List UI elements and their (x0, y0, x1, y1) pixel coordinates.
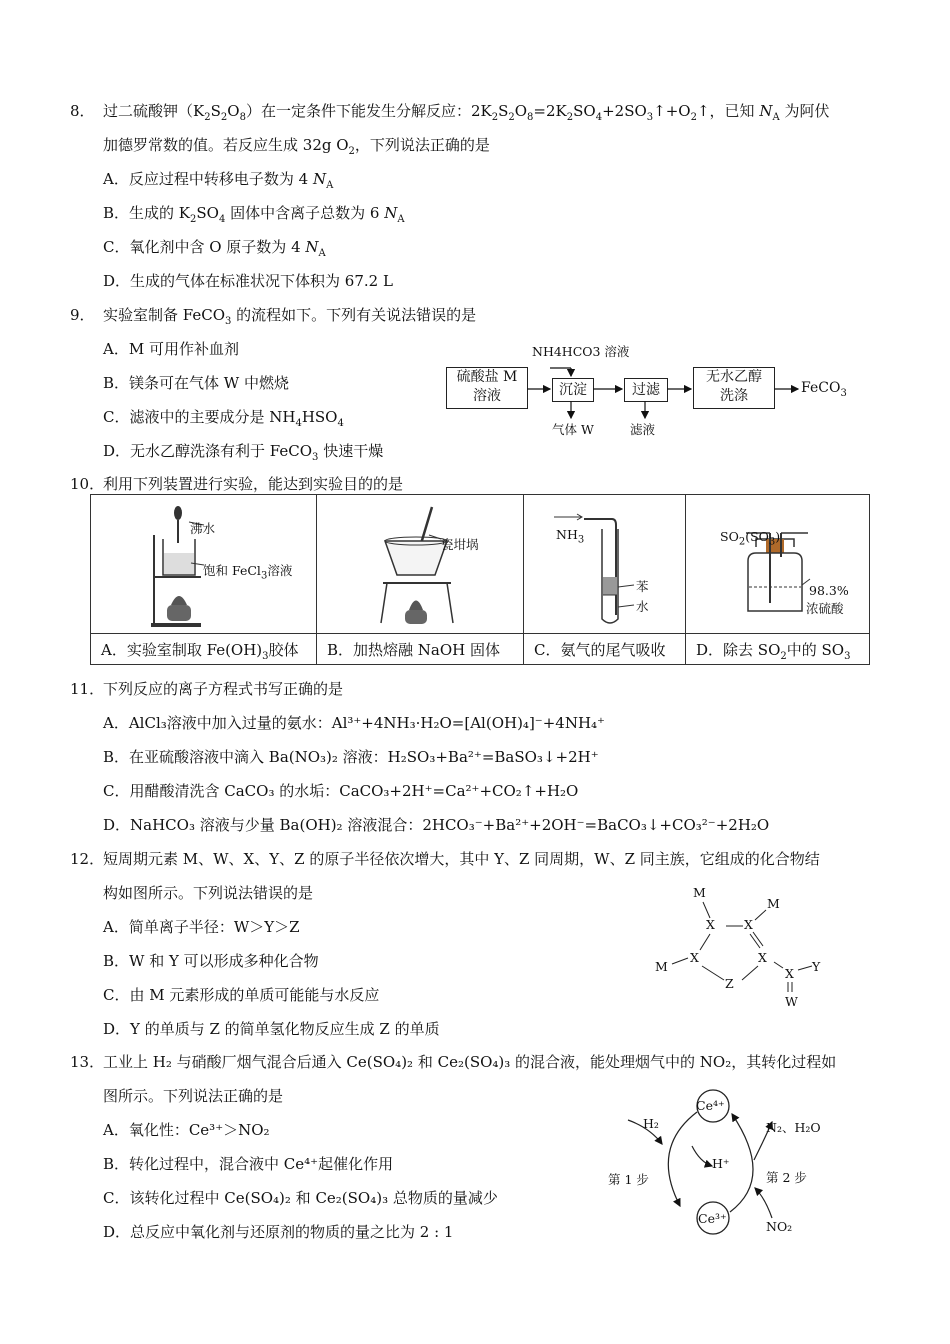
flow-reagent-label: NH4HCO3 溶液 (532, 344, 630, 359)
label-h2: H₂ (643, 1116, 659, 1131)
atom-z: Z (725, 976, 734, 991)
flow-arrows (440, 340, 860, 430)
option-b[interactable]: B．生成的 $K_2SO_4$ 固体中含离子总数为 6 $N_A$ (103, 204, 405, 225)
atom-m: M (693, 885, 706, 900)
question-number: 9． (70, 306, 95, 324)
label-nh3: $NH_3$ (556, 527, 585, 546)
option-a[interactable]: A．M 可用作补血剂 (103, 340, 239, 358)
atom-y: Y (812, 959, 821, 974)
apparatus-a (91, 495, 317, 634)
option-b[interactable]: B．转化过程中，混合液中 Ce⁴⁺起催化作用 (103, 1155, 394, 1173)
option-d[interactable]: D．NaHCO₃ 溶液与少量 Ba(OH)₂ 溶液混合：2HCO₃⁻+Ba²⁺+2OH⁻=BaCO₃↓+CO₃²⁻+2H₂O (103, 816, 770, 834)
label-so2-so3: $SO_2(SO_3)$ (720, 529, 781, 548)
apparatus-b (317, 495, 524, 634)
label-ce4: Ce⁴⁺ (696, 1098, 725, 1113)
option-a[interactable]: A．实验室制取 $Fe(OH)_3$胶体 (91, 634, 317, 665)
question-number: 12． (70, 850, 105, 868)
label-step2: 第 2 步 (766, 1170, 807, 1185)
question-stem: 短周期元素 M、W、X、Y、Z 的原子半径依次增大，其中 Y、Z 同周期，W、Z 同主族，它组成的化合物结 (103, 850, 820, 868)
option-d[interactable]: D．除去 $SO_2$中的 $SO_3$ (686, 634, 870, 665)
flow-product: FeCO$_3$ (801, 380, 847, 399)
option-d[interactable]: D．Y 的单质与 Z 的简单氢化物反应生成 Z 的单质 (103, 1020, 440, 1038)
question-stem: 实验室制备 FeCO$_3$ 的流程如下。下列有关说法错误的是 (103, 306, 477, 327)
option-c[interactable]: C．该转化过程中 Ce(SO₄)₂ 和 Ce₂(SO₄)₃ 总物质的量减少 (103, 1189, 498, 1207)
apparatus-table (90, 494, 870, 665)
question-number: 11． (70, 680, 105, 698)
option-a[interactable]: A．简单离子半径：W＞Y＞Z (103, 918, 300, 936)
option-b[interactable]: B．镁条可在气体 W 中燃烧 (103, 374, 289, 392)
apparatus-d (686, 495, 870, 634)
label-concentration: 98.3% (809, 583, 849, 598)
question-stem: 利用下列装置进行实验，能达到实验目的的是 (103, 475, 404, 493)
atom-m: M (655, 959, 668, 974)
atom-x: X (690, 950, 699, 965)
atom-x: X (758, 950, 767, 965)
label-water: 水 (636, 599, 649, 614)
label-benzene: 苯 (636, 579, 649, 594)
apparatus-b-drawing (317, 495, 523, 633)
label-fecl3: 饱和 FeCl$_3$溶液 (203, 563, 293, 582)
atom-x: X (785, 966, 794, 981)
option-c[interactable]: C．氧化剂中含 O 原子数为 4 $N_A$ (103, 238, 326, 259)
option-c[interactable]: C．氨气的尾气吸收 (524, 634, 686, 665)
flow-box-precipitate: 沉淀 (552, 378, 594, 402)
apparatus-c (524, 495, 686, 634)
label-ce3: Ce³⁺ (698, 1211, 727, 1226)
structure-bonds (640, 880, 840, 1015)
flow-box-wash: 无水乙醇 洗涤 (693, 367, 775, 409)
option-c[interactable]: C．用醋酸清洗含 CaCO₃ 的水垢：CaCO₃+2H⁺=Ca²⁺+CO₂↑+H₂O (103, 782, 579, 800)
label-crucible: 瓷坩埚 (441, 537, 479, 552)
label-conc-sulfuric-acid: 浓硫酸 (806, 601, 844, 616)
question-stem: 工业上 H₂ 与硝酸厂烟气混合后通入 Ce(SO₄)₂ 和 Ce₂(SO₄)₃ 的混合液，能处理烟气中的 NO₂，其转化过程如 (103, 1053, 837, 1071)
option-b[interactable]: B．加热熔融 NaOH 固体 (317, 634, 524, 665)
option-c[interactable]: C．滤液中的主要成分是 $NH_4HSO_4$ (103, 408, 344, 429)
label-n2-h2o: N₂、H₂O (766, 1120, 821, 1135)
option-b[interactable]: B．W 和 Y 可以形成多种化合物 (103, 952, 319, 970)
atom-m: M (767, 896, 780, 911)
question-stem-line2: 图所示。下列说法正确的是 (103, 1087, 284, 1105)
option-a[interactable]: A．反应过程中转移电子数为 4 $N_A$ (103, 170, 334, 191)
option-d[interactable]: D．生成的气体在标准状况下体积为 67.2 L (103, 272, 393, 290)
option-c[interactable]: C．由 M 元素形成的单质可能能与水反应 (103, 986, 380, 1004)
flow-gas-label: 气体 W (552, 422, 594, 437)
question-number: 8． (70, 102, 95, 120)
flow-box-filter: 过滤 (624, 378, 668, 402)
atom-x: X (744, 917, 753, 932)
option-a[interactable]: A．AlCl₃溶液中加入过量的氨水：Al³⁺+4NH₃·H₂O=[Al(OH)₄]⁻+4NH₄⁺ (103, 714, 605, 732)
option-d[interactable]: D．总反应中氧化剂与还原剂的物质的量之比为 2 : 1 (103, 1223, 454, 1241)
question-number: 13． (70, 1053, 105, 1071)
question-stem: 过二硫酸钾$(K_2S_2O_8)$在一定条件下能发生分解反应：$2K_2S_2O_8=2K_2SO_4+2SO_3↑+O_2↑$，已知 $N_A$ 为阿伏 (103, 102, 830, 123)
label-boiling-water: 沸水 (190, 521, 216, 536)
label-step1: 第 1 步 (608, 1172, 649, 1187)
atom-w: W (785, 994, 798, 1009)
apparatus-c-drawing (524, 495, 685, 633)
question-stem-line2: 加德罗常数的值。若反应生成 32g $O_2$，下列说法正确的是 (103, 136, 490, 157)
flow-box-sulfate: 硫酸盐 M 溶液 (446, 367, 528, 409)
option-d[interactable]: D．无水乙醇洗涤有利于 FeCO$_3$ 快速干燥 (103, 442, 384, 463)
question-stem: 下列反应的离子方程式书写正确的是 (103, 680, 344, 698)
atom-x: X (706, 917, 715, 932)
flow-filtrate-label: 滤液 (630, 422, 656, 437)
label-hplus: H⁺ (712, 1156, 730, 1171)
question-number: 10． (70, 475, 105, 493)
option-b[interactable]: B．在亚硫酸溶液中滴入 Ba(NO₃)₂ 溶液：H₂SO₃+Ba²⁺=BaSO₃↓+2H⁺ (103, 748, 599, 766)
question-stem-line2: 构如图所示。下列说法错误的是 (103, 884, 314, 902)
option-a[interactable]: A．氧化性：Ce³⁺＞NO₂ (103, 1121, 270, 1139)
label-no2: NO₂ (766, 1219, 793, 1234)
